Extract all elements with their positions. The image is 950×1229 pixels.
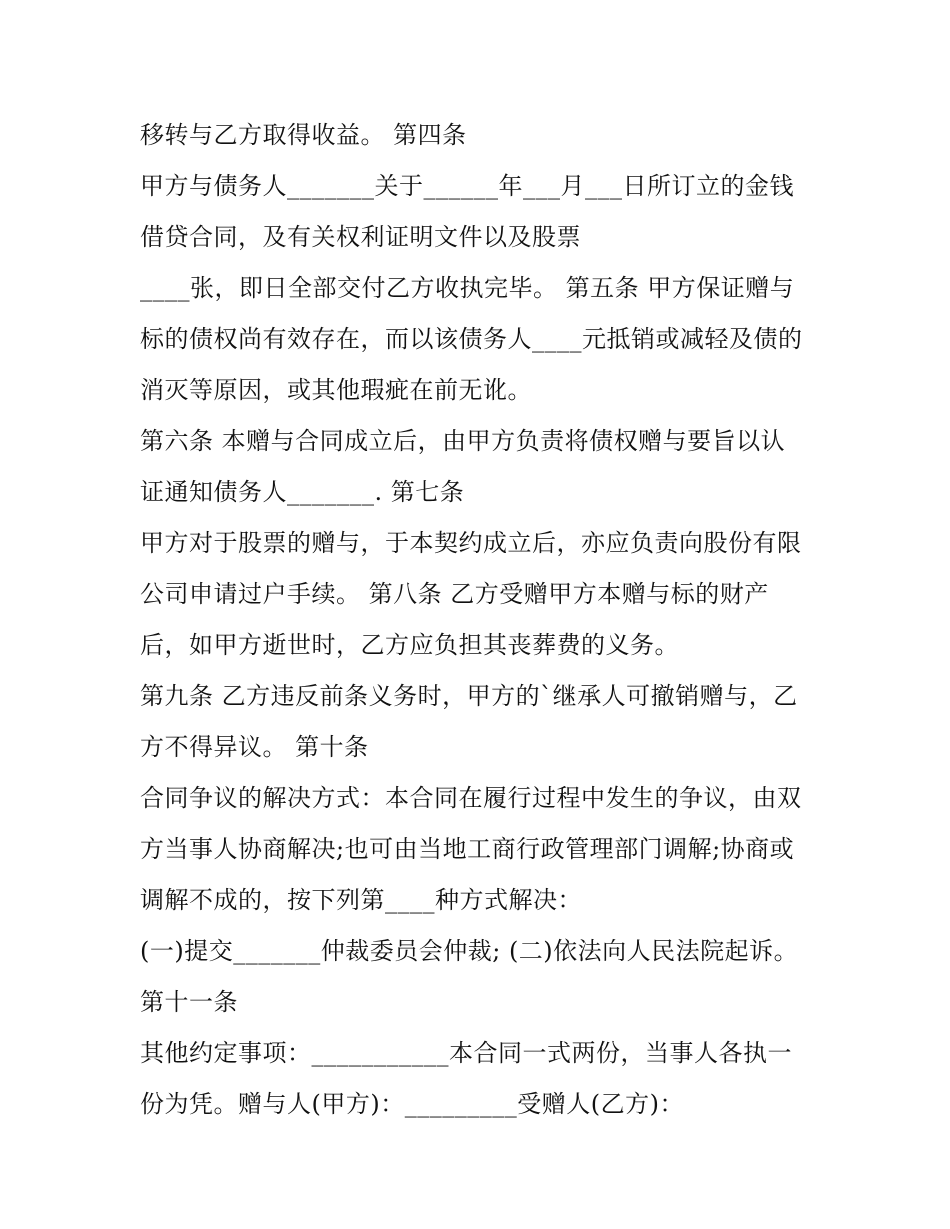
text-line: 方当事人协商解决;也可由当地工商行政管理部门调解;协商或 [140, 835, 795, 863]
text-line: 借贷合同，及有关权利证明文件以及股票 [140, 223, 581, 251]
text-line: 其他约定事项：___________本合同一式两份，当事人各执一 [140, 1039, 792, 1067]
text-line: 移转与乙方取得收益。 第四条 [140, 121, 467, 149]
text-line: 第九条 乙方违反前条义务时，甲方的`继承人可撤销赠与，乙 [140, 682, 798, 710]
text-line: 第十一条 [140, 988, 238, 1016]
text-line: 消灭等原因，或其他瑕疵在前无讹。 [140, 376, 532, 404]
text-line: 证通知债务人_______. 第七条 [140, 478, 465, 506]
text-line: 甲方对于股票的赠与，于本契约成立后，亦应负责向股份有限 [140, 529, 802, 557]
text-line: (一)提交_______仲裁委员会仲裁; (二)依法向人民法院起诉。 [140, 937, 799, 965]
text-line: ____张，即日全部交付乙方收执完毕。 第五条 甲方保证赠与 [140, 274, 795, 302]
text-line: 调解不成的，按下列第____种方式解决： [140, 886, 582, 914]
text-line: 第六条 本赠与合同成立后，由甲方负责将债权赠与要旨以认 [140, 427, 786, 455]
contract-text [140, 110, 820, 1130]
text-line: 方不得异议。 第十条 [140, 733, 369, 761]
text-line: 甲方与债务人_______关于______年___月___日所订立的金钱 [140, 172, 794, 200]
text-line: 份为凭。赠与人(甲方)：_________受赠人(乙方)： [140, 1090, 684, 1118]
text-line: 公司申请过户手续。 第八条 乙方受赠甲方本赠与标的财产 [140, 580, 769, 608]
text-line: 后，如甲方逝世时，乙方应负担其丧葬费的义务。 [140, 631, 679, 659]
text-line: 合同争议的解决方式：本合同在履行过程中发生的争议，由双 [140, 784, 802, 812]
text-line: 标的债权尚有效存在，而以该债务人____元抵销或减轻及债的 [140, 325, 803, 353]
